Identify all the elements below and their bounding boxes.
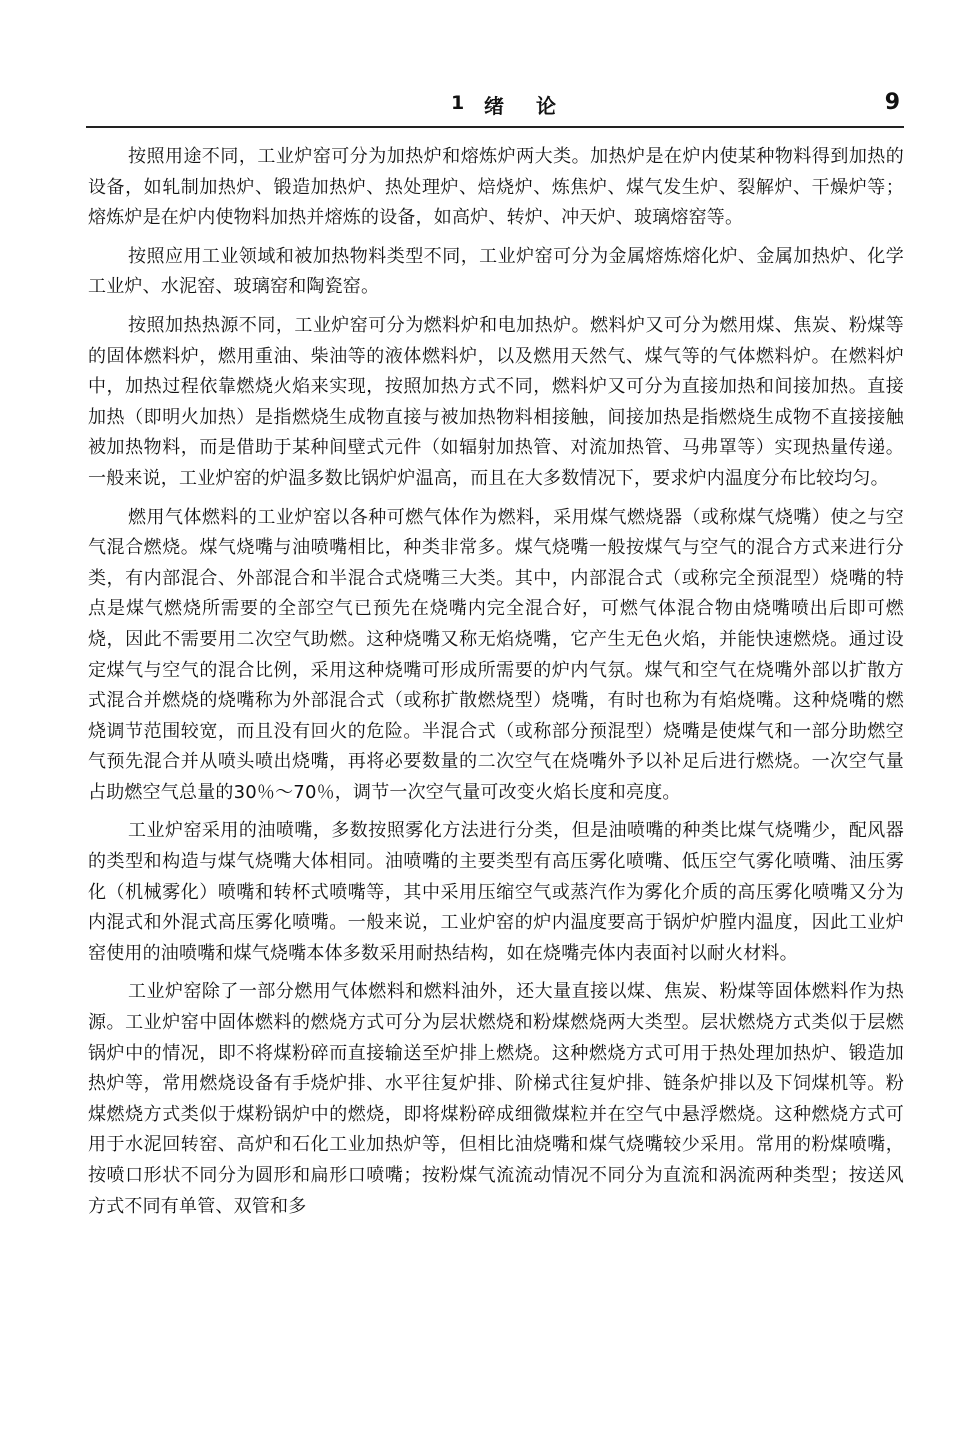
running-header [86, 88, 904, 128]
chapter-title: 绪论 [484, 94, 588, 118]
page-number: 9 [884, 90, 900, 115]
chapter-number: 1 [451, 92, 465, 114]
paragraph-classification-by-heat-source: 按照加热热源不同，工业炉窑可分为燃料炉和电加热炉。燃料炉又可分为燃用煤、焦炭、粉煤等的固体燃料炉，燃用重油、柴油等的液体燃料炉，以及燃用天然气、煤气等的气体燃料炉。在燃料炉中，加热过程依靠燃烧火焰来实现，按照加热方式不同，燃料炉又可分为直接加热和间接加热。直接加热（即明火加热）是指燃烧生成物直接与被加热物料相接触，间接加热是指燃烧生成物不直接接触被加热物料，而是借助于某种间壁式元件（如辐射加热管、对流加热管、马弗罩等）实现热量传递。一般来说，工业炉窑的炉温多数比锅炉炉温高，而且在大多数情况下，要求炉内温度分布比较均匀。 [88, 314, 904, 489]
paragraph-classification-by-use: 按照用途不同，工业炉窑可分为加热炉和熔炼炉两大类。加热炉是在炉内使某种物料得到加热的设备，如轧制加热炉、锻造加热炉、热处理炉、焙烧炉、炼焦炉、煤气发生炉、裂解炉、干燥炉等；熔炼炉是在炉内使物料加热并熔炼的设备，如高炉、转炉、冲天炉、玻璃熔窑等。 [88, 146, 904, 229]
body-text [88, 142, 904, 1230]
paragraph-solid-fuel-combustion: 工业炉窑除了一部分燃用气体燃料和燃料油外，还大量直接以煤、焦炭、粉煤等固体燃料作为热源。工业炉窑中固体燃料的燃烧方式可分为层状燃烧和粉煤燃烧两大类型。层状燃烧方式类似于层燃锅炉中的情况，即不将煤粉碎而直接输送至炉排上燃烧。这种燃烧方式可用于热处理加热炉、锻造加热炉等，常用燃烧设备有手烧炉排、水平往复炉排、阶梯式往复炉排、链条炉排以及下饲煤机等。粉煤燃烧方式类似于煤粉锅炉中的燃烧，即将煤粉碎成细微煤粒并在空气中悬浮燃烧。这种燃烧方式可用于水泥回转窑、高炉和石化工业加热炉等，但相比油烧嘴和煤气烧嘴较少采用。常用的粉煤喷嘴，按喷口形状不同分为圆形和扁形口喷嘴；按粉煤气流流动情况不同分为直流和涡流两种类型；按送风方式不同有单管、双管和多 [88, 981, 904, 1217]
paragraph-gas-burners: 燃用气体燃料的工业炉窑以各种可燃气体作为燃料，采用煤气燃烧器（或称煤气烧嘴）使之与空气混合燃烧。煤气烧嘴与油喷嘴相比，种类非常多。煤气烧嘴一般按煤气与空气的混合方式来进行分类，有内部混合、外部混合和半混合式烧嘴三大类。其中，内部混合式（或称完全预混型）烧嘴的特点是煤气燃烧所需要的全部空气已预先在烧嘴内完全混合好，可燃气体混合物由烧嘴喷出后即可燃烧，因此不需要用二次空气助燃。这种烧嘴又称无焰烧嘴，它产生无色火焰，并能快速燃烧。通过设定煤气与空气的混合比例，采用这种烧嘴可形成所需要的炉内气氛。煤气和空气在烧嘴外部以扩散方式混合并燃烧的烧嘴称为外部混合式（或称扩散燃烧型）烧嘴，有时也称为有焰烧嘴。这种烧嘴的燃烧调节范围较宽，而且没有回火的危险。半混合式（或称部分预混型）烧嘴是使煤气和一部分助燃空气预先混合并从喷头喷出烧嘴，再将必要数量的二次空气在烧嘴外予以补足后进行燃烧。一次空气量占助燃空气总量的30％～70％，调节一次空气量可改变火焰长度和亮度。 [88, 506, 904, 803]
paragraph-oil-nozzles: 工业炉窑采用的油喷嘴，多数按照雾化方法进行分类，但是油喷嘴的种类比煤气烧嘴少，配风器的类型和构造与煤气烧嘴大体相同。油喷嘴的主要类型有高压雾化喷嘴、低压空气雾化喷嘴、油压雾化（机械雾化）喷嘴和转杯式喷嘴等，其中采用压缩空气或蒸汽作为雾化介质的高压雾化喷嘴又分为内混式和外混式高压雾化喷嘴。一般来说，工业炉窑的炉内温度要高于锅炉炉膛内温度，因此工业炉窑使用的油喷嘴和煤气烧嘴本体多数采用耐热结构，如在烧嘴壳体内表面衬以耐火材料。 [88, 820, 904, 964]
paragraph-classification-by-industry: 按照应用工业领域和被加热物料类型不同，工业炉窑可分为金属熔炼熔化炉、金属加热炉、化学工业炉、水泥窑、玻璃窑和陶瓷窑。 [88, 245, 904, 298]
